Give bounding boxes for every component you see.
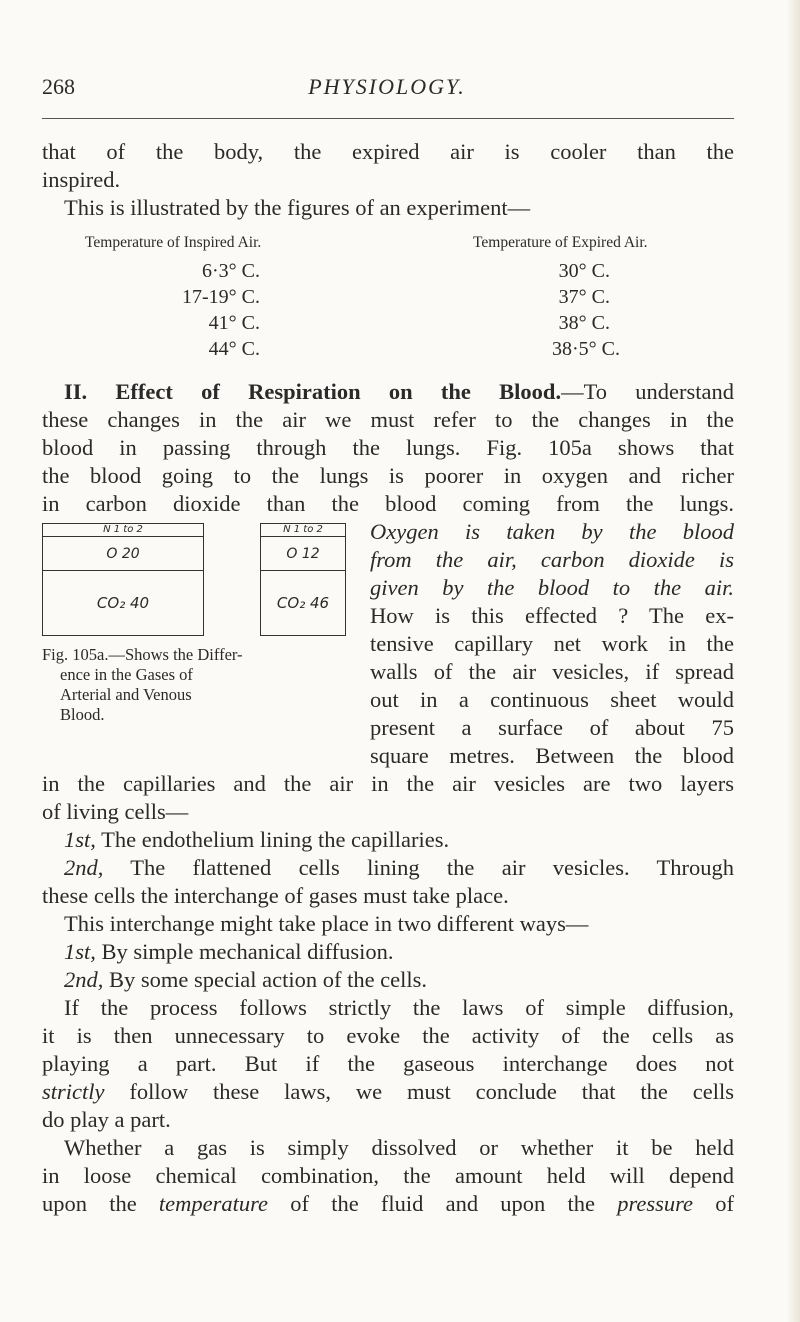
figure-caption-line: Arterial and Venous bbox=[60, 685, 192, 704]
expired-temp-value: 38° C. bbox=[558, 312, 610, 334]
list-text: By some special action of the cells. bbox=[103, 967, 428, 992]
text-line: of living cells— bbox=[42, 799, 189, 824]
list-item bbox=[64, 854, 734, 881]
section-first-line bbox=[64, 378, 734, 405]
text-line bbox=[42, 1078, 734, 1105]
text-line: that of the body, the expired air is cooler than the bbox=[42, 139, 734, 164]
text-line: blood in passing through the lungs. Fig. 105a shows that bbox=[42, 435, 734, 460]
text-span: —To understand bbox=[561, 379, 734, 404]
page-number: 268 bbox=[42, 74, 75, 99]
text-line: square metres. Between the blood bbox=[370, 743, 734, 768]
page-header bbox=[42, 74, 732, 104]
emphasis: temperature bbox=[158, 1191, 269, 1216]
arterial-gas-box bbox=[42, 523, 204, 636]
inspired-temp-header: Temperature of Inspired Air. bbox=[85, 234, 262, 251]
list-ordinal: 2nd, bbox=[64, 967, 104, 992]
text-line: Oxygen is taken by the blood bbox=[370, 519, 734, 544]
list-item bbox=[64, 826, 449, 853]
text-line: This is illustrated by the figures of an experiment— bbox=[64, 195, 531, 220]
header-rule bbox=[42, 118, 734, 119]
emphasis: strictly bbox=[42, 1079, 105, 1104]
text-line bbox=[42, 1190, 734, 1217]
expired-temp-value: 37° C. bbox=[558, 286, 610, 308]
inspired-temp-value: 6·3° C. bbox=[202, 260, 260, 282]
page-edge-shadow bbox=[786, 0, 800, 1322]
text-line: in loose chemical combination, the amount held will depend bbox=[42, 1163, 734, 1188]
text-line: given by the blood to the air. bbox=[370, 575, 734, 600]
arterial-co2: CO₂ 40 bbox=[96, 594, 150, 612]
text-line: How is this effected ? The ex- bbox=[370, 603, 734, 628]
list-ordinal: 2nd, bbox=[64, 855, 104, 880]
inspired-temp-value: 17-19° C. bbox=[182, 286, 260, 308]
text-line: Whether a gas is simply dissolved or whether it be held bbox=[64, 1135, 734, 1160]
arterial-oxygen: O 20 bbox=[43, 538, 203, 571]
emphasis: pressure bbox=[617, 1191, 694, 1216]
list-text: The endothelium lining the capillaries. bbox=[95, 827, 450, 852]
text-line: these changes in the air we must refer to the changes in the bbox=[42, 407, 734, 432]
arterial-nitrogen: N 1 to 2 bbox=[43, 524, 203, 537]
text-line: the blood going to the lungs is poorer in oxygen and richer bbox=[42, 463, 734, 488]
text-line: do play a part. bbox=[42, 1107, 171, 1132]
venous-nitrogen: N 1 to 2 bbox=[261, 524, 345, 537]
text-span: of the fluid and upon the bbox=[268, 1191, 618, 1216]
text-span: follow these laws, we must conclude that the cells bbox=[104, 1079, 734, 1104]
inspired-temp-value: 41° C. bbox=[208, 312, 260, 334]
list-ordinal: 1st, bbox=[64, 827, 96, 852]
expired-temp-header: Temperature of Expired Air. bbox=[473, 234, 648, 251]
text-line: from the air, carbon dioxide is bbox=[370, 547, 734, 572]
text-line: inspired. bbox=[42, 167, 121, 192]
expired-temp-value: 30° C. bbox=[558, 260, 610, 282]
running-head: PHYSIOLOGY. bbox=[308, 74, 466, 99]
list-text: By simple mechanical diffusion. bbox=[95, 939, 394, 964]
text-line: playing a part. But if the gaseous interchange does not bbox=[42, 1051, 734, 1076]
venous-gas-box bbox=[260, 523, 346, 636]
section-heading: II. Effect of Respiration on the Blood. bbox=[64, 379, 562, 404]
list-ordinal: 1st, bbox=[64, 939, 96, 964]
figure-caption-line: Fig. 105a.—Shows the Differ- bbox=[42, 645, 243, 664]
text-span: of bbox=[693, 1191, 734, 1216]
text-line: these cells the interchange of gases must take place. bbox=[42, 883, 509, 908]
venous-co2: CO₂ 46 bbox=[276, 594, 330, 612]
text-line: This interchange might take place in two different ways— bbox=[64, 911, 589, 936]
expired-temp-value: 38·5° C. bbox=[552, 338, 620, 360]
text-line: in the capillaries and the air in the air vesicles are two layers bbox=[42, 771, 734, 796]
venous-oxygen: O 12 bbox=[261, 538, 345, 571]
figure-caption-line: ence in the Gases of bbox=[60, 665, 193, 684]
list-item bbox=[64, 966, 427, 993]
figure-caption-line: Blood. bbox=[60, 705, 105, 724]
list-item bbox=[64, 938, 394, 965]
inspired-temp-value: 44° C. bbox=[208, 338, 260, 360]
text-span: upon the bbox=[42, 1191, 159, 1216]
text-line: walls of the air vesicles, if spread bbox=[370, 659, 734, 684]
text-line: tensive capillary net work in the bbox=[370, 631, 734, 656]
text-line: If the process follows strictly the laws of simple diffusion, bbox=[64, 995, 734, 1020]
text-line: in carbon dioxide than the blood coming from the lungs. bbox=[42, 491, 734, 516]
text-line: out in a continuous sheet would bbox=[370, 687, 734, 712]
text-line: present a surface of about 75 bbox=[370, 715, 734, 740]
list-text: The flattened cells lining the air vesicles. Through bbox=[103, 855, 734, 880]
text-line: it is then unnecessary to evoke the activity of the cells as bbox=[42, 1023, 734, 1048]
